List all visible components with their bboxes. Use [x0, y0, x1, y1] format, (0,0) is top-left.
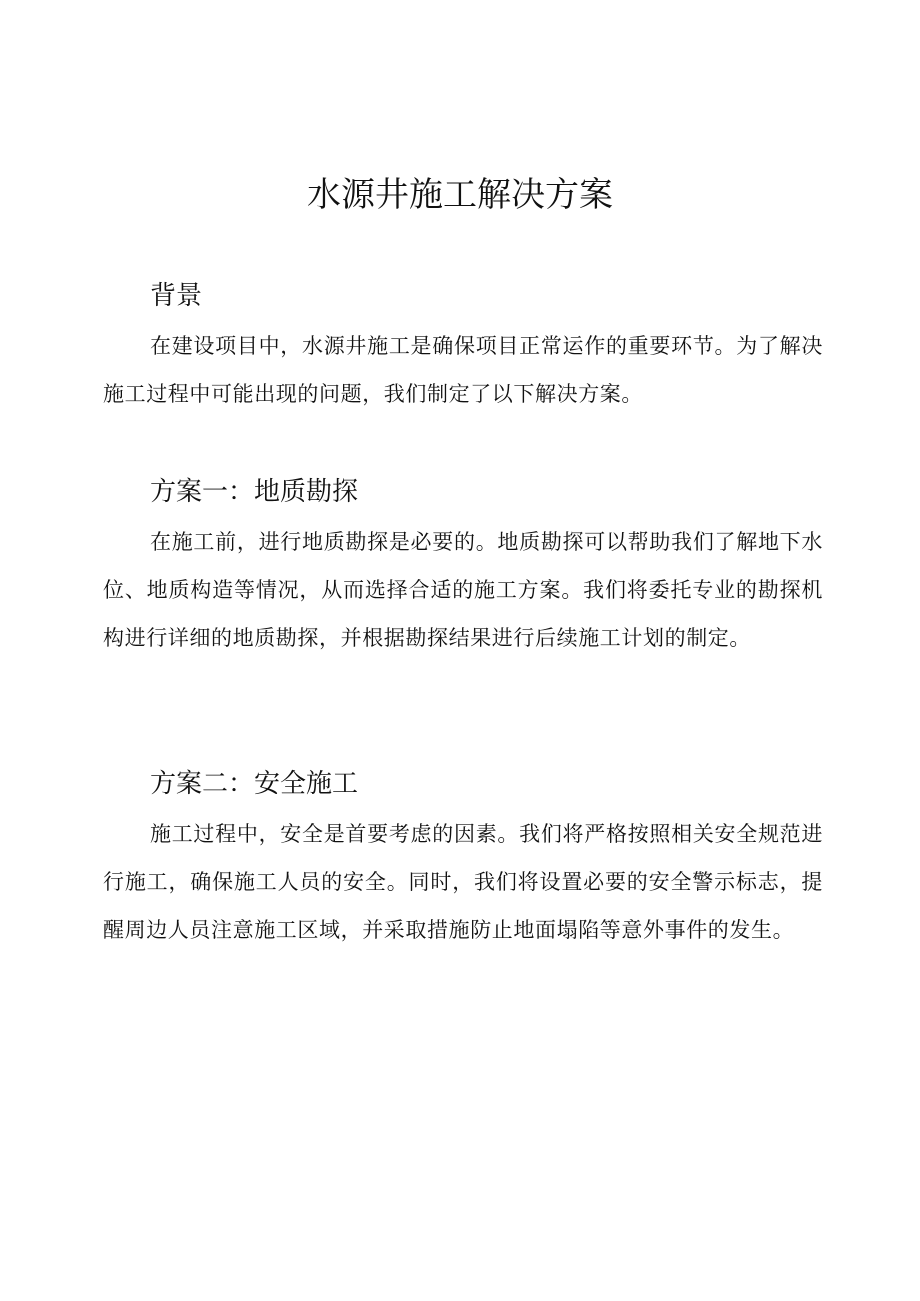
- document-title: 水源井施工解决方案: [307, 175, 613, 215]
- section-heading-plan-one: 方案一：地质勘探: [150, 477, 359, 507]
- section-body-plan-one: 在施工前，进行地质勘探是必要的。地质勘探可以帮助我们了解地下水位、地质构造等情况，从而选择合适的施工方案。我们将委托专业的勘探机构进行详细的地质勘探，并根据勘探结果进行后续施工计划的制定。: [103, 530, 823, 650]
- section-body-background: 在建设项目中，水源井施工是确保项目正常运作的重要环节。为了解决施工过程中可能出现的问题，我们制定了以下解决方案。: [103, 334, 823, 406]
- section-heading-plan-two: 方案二：安全施工: [150, 769, 359, 799]
- section-body-plan-two: 施工过程中，安全是首要考虑的因素。我们将严格按照相关安全规范进行施工，确保施工人员的安全。同时，我们将设置必要的安全警示标志，提醒周边人员注意施工区域，并采取措施防止地面塌陷等意外事件的发生。: [103, 822, 823, 942]
- section-plan-one: [103, 472, 823, 662]
- section-plan-two: [103, 764, 823, 954]
- section-heading-background: 背景: [150, 281, 203, 311]
- section-background: [103, 276, 823, 418]
